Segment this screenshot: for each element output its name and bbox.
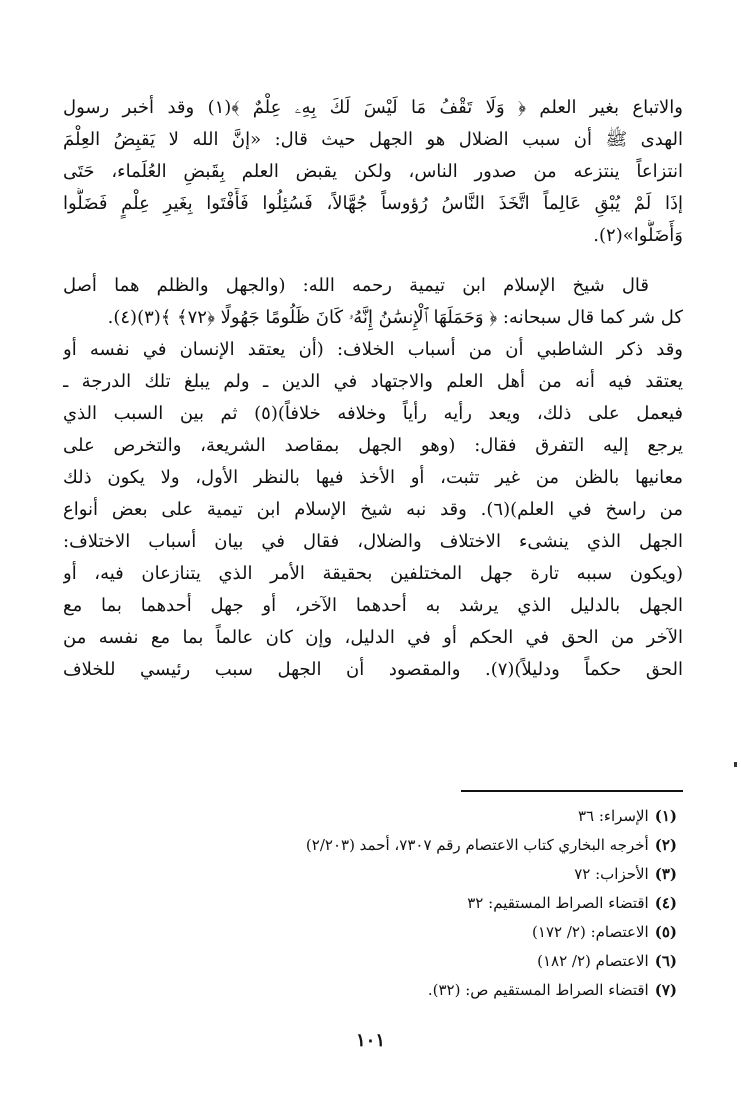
text-line-5: وَأَضَلُّوا»(٢). (593, 225, 683, 246)
footnote-number: (٤) (654, 894, 677, 912)
text-line-7: كل شر كما قال سبحانه: ﴿ وَحَمَلَهَا ٱلْإِنسَٰنُ إِنَّهُۥ كَانَ ظَلُومًا جَهُولًا ﴿٧٢﴾ ﴾(٣)(٤). (107, 307, 683, 328)
footnote-number: (٧) (654, 981, 677, 999)
footnote-text: أخرجه البخاري كتاب الاعتصام رقم ٧٣٠٧، أحمد (٢/٢٠٣) (305, 836, 649, 854)
margin-speck (734, 762, 737, 767)
footnotes (117, 802, 677, 1005)
footnote-text: اقتضاء الصراط المستقيم ص: (٣٢). (427, 981, 649, 999)
footnote-1 (117, 802, 677, 831)
footnote-separator (461, 790, 683, 792)
footnote-3 (117, 860, 677, 889)
text-line-1: والاتباع بغير العلم ﴿ وَلَا تَقْفُ مَا لَيْسَ لَكَ بِهِۦ عِلْمٌ ﴾(١) وقد أخبر رسول (63, 97, 683, 118)
text-line-3: انتزاعاً ينتزعه من صدور الناس، ولكن يقبض العلم بِقَبضِ العُلَماء، حَتَى (63, 161, 683, 182)
text-line-12: معانيها بالظن من غير تثبت، أو الأخذ فيها بالنظر الأول، ولا يكون ذلك (63, 467, 683, 488)
paragraph-gap (63, 252, 683, 270)
footnote-number: (٣) (654, 865, 677, 883)
footnote-number: (٥) (654, 923, 677, 941)
text-line-17: الآخر من الحق في الحكم أو في الدليل، وإن كان عالماً بما مع نفسه من (63, 627, 683, 648)
text-line-13: من راسخ في العلم)(٦). وقد نبه شيخ الإسلام ابن تيمية على بعض أنواع (63, 499, 683, 520)
text-line-6: قال شيخ الإسلام ابن تيمية رحمه الله: (والجهل والظلم هما أصل (63, 275, 649, 296)
footnote-2 (117, 831, 677, 860)
footnote-text: الإسراء: ٣٦ (577, 807, 649, 825)
text-line-18: الحق حكماً ودليلاً)(٧). والمقصود أن الجهل سبب رئيسي للخلاف (63, 659, 683, 680)
text-line-8: وقد ذكر الشاطبي أن من أسباب الخلاف: (أن يعتقد الإنسان في نفسه أو (63, 339, 683, 360)
footnote-5 (117, 918, 677, 947)
footnote-text: الاعتصام: (٢/ ١٧٢) (532, 923, 649, 941)
text-line-4: إذَا لَمْ يُبْقِ عَالِماً اتَّخَذَ النَّاسُ رُؤوساً جُهَّالاً، فَسُئِلُوا فَأَفْتَوا بِغَيرِ عِلْمٍ فَضَلُّوا (63, 193, 683, 214)
text-line-10: فيعمل على ذلك، ويعد رأيه رأياً وخلافه خلافاً)(٥) ثم بين السبب الذي (63, 403, 683, 424)
footnote-text: الاعتصام (٢/ ١٨٢) (537, 952, 649, 970)
footnote-text: الأحزاب: ٧٢ (574, 865, 649, 883)
text-line-14: الجهل الذي ينشىء الاختلاف والضلال، فقال في بيان أسباب الاختلاف: (63, 531, 683, 552)
text-line-9: يعتقد فيه أنه من أهل العلم والاجتهاد في الدين ـ ولم يبلغ تلك الدرجة ـ (63, 371, 683, 392)
footnote-number: (٢) (654, 836, 677, 854)
footnote-text: اقتضاء الصراط المستقيم: ٣٢ (467, 894, 649, 912)
text-line-15: (ويكون سببه تارة جهل المختلفين بحقيقة الأمر الذي يتنازعان فيه، أو (63, 563, 683, 584)
footnote-number: (١) (654, 807, 677, 825)
page-number: ١٠١ (355, 1030, 385, 1051)
footnote-7 (117, 976, 677, 1005)
footnote-6 (117, 947, 677, 976)
text-line-11: يرجع إليه التفرق فقال: (وهو الجهل بمقاصد الشريعة، والتخرص على (63, 435, 683, 456)
footnote-number: (٦) (654, 952, 677, 970)
text-line-2: الهدى ﷺ أن سبب الضلال هو الجهل حيث قال: «إنَّ الله لا يَقبِضُ العِلْمَ (63, 129, 683, 150)
footnote-4 (117, 889, 677, 918)
main-text (63, 92, 683, 686)
text-line-16: الجهل بالدليل الذي يرشد به أحدهما الآخر، أو جهل أحدهما بما مع (63, 595, 683, 616)
